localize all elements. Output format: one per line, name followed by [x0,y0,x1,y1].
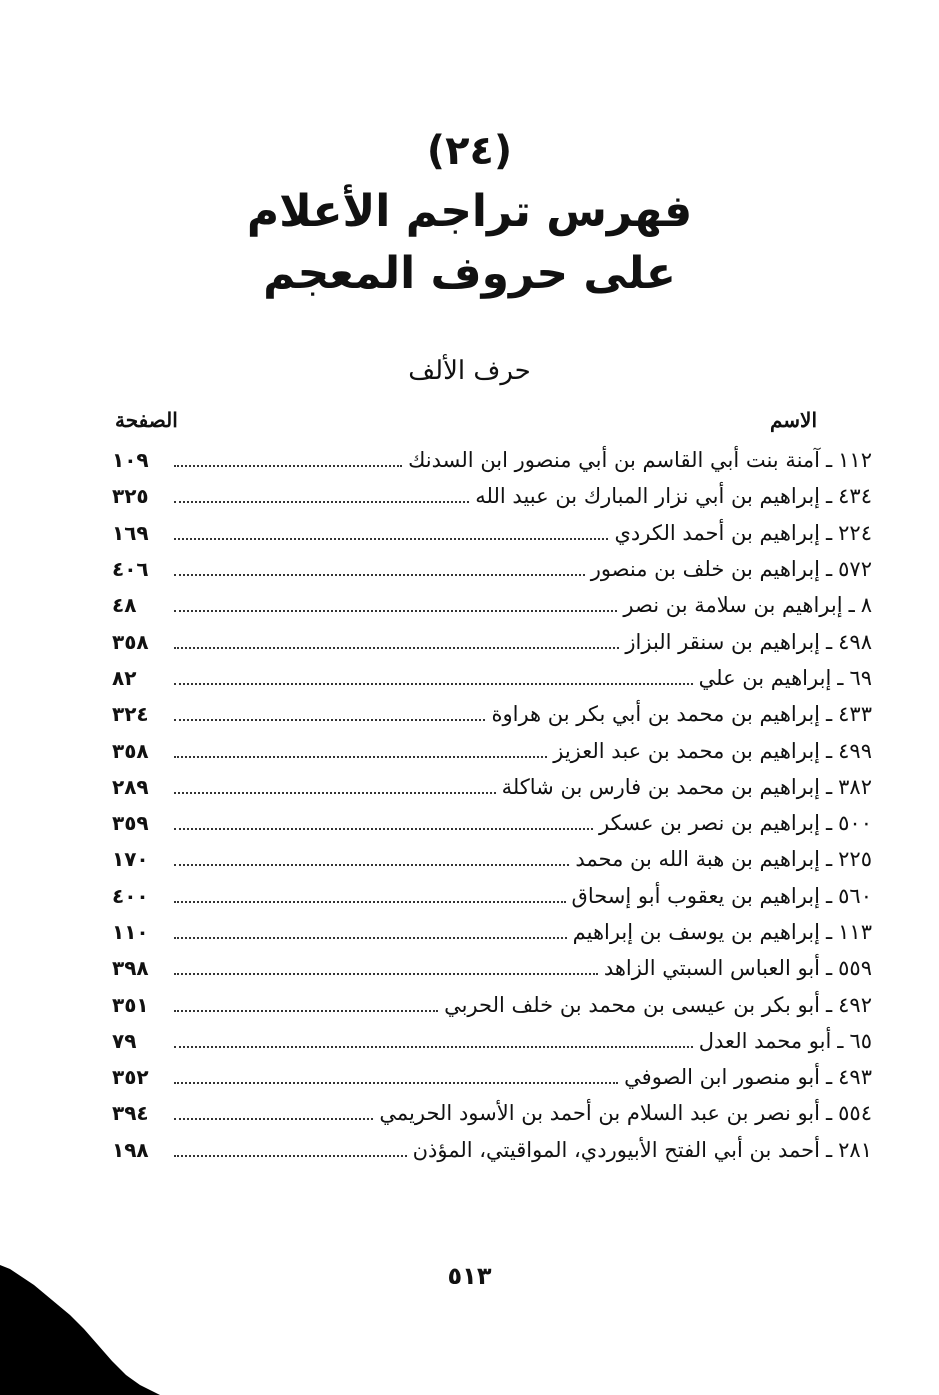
entry-page: ٤٨ [112,593,137,618]
entry-dash: ـ [826,956,833,981]
entry-name: أبو العباس السبتي الزاهد [603,956,820,981]
entry-dash: ـ [826,1137,833,1162]
dot-leader [174,647,619,649]
dot-leader [174,610,617,612]
page-column-header: الصفحة [115,408,178,432]
entry-page: ٣٥١ [112,992,149,1017]
index-entry [112,841,872,877]
dot-leader [174,719,485,721]
entry-page: ٣٥٨ [112,738,149,763]
entry-page: ٤٠٦ [112,557,149,582]
entry-name: إبراهيم بن نصر بن عسكر [599,811,820,836]
dot-leader [174,973,598,975]
entry-name: إبراهيم بن أبي نزار المبارك بن عبيد الله [475,484,820,509]
entry-dash: ـ [826,847,833,872]
index-entry [112,878,872,914]
index-entry [112,660,872,696]
entry-name: أبو منصور ابن الصوفي [624,1065,820,1090]
dot-leader [174,501,469,503]
dot-leader [174,465,402,467]
entry-dash: ـ [826,520,833,545]
index-entry [112,478,872,514]
entry-dash: ـ [837,1028,844,1053]
entry-dash: ـ [826,774,833,799]
entry-name: إبراهيم بن محمد بن فارس بن شاكلة [501,774,820,799]
index-entry [112,551,872,587]
dot-leader [174,1118,373,1120]
entry-dash: ـ [826,811,833,836]
index-entry [112,1059,872,1095]
entry-page: ٣٩٤ [112,1101,149,1126]
entry-number: ٢٢٥ [838,847,872,872]
entry-page: ٣٥٩ [112,811,149,836]
entry-dash: ـ [826,484,833,509]
entry-number: ١١٢ [838,448,872,473]
entry-page: ١١٠ [112,920,149,944]
index-entry [112,1023,872,1059]
dot-leader [174,1082,618,1084]
entry-page: ٧٩ [112,1028,137,1053]
entry-name: إبراهيم بن يوسف بن إبراهيم [572,920,820,944]
entry-name: إبراهيم بن هبة الله بن محمد [575,847,820,872]
entry-page: ٣٩٨ [112,956,149,981]
dot-leader [174,756,547,758]
entry-number: ٤٣٣ [838,702,872,727]
entry-number: ١١٣ [838,920,872,944]
entry-number: ٥٦٠ [838,883,872,908]
dot-leader [174,1046,693,1048]
entry-dash: ـ [826,920,833,944]
entry-page: ٤٠٠ [112,883,149,908]
entry-dash: ـ [826,1065,833,1090]
dot-leader [174,828,593,830]
entry-name: إبراهيم بن علي [698,665,832,690]
name-column-header: الاسم [769,408,817,432]
entry-number: ٤٩٣ [838,1065,872,1090]
entry-number: ٨ [860,593,872,618]
entry-name: إبراهيم بن خلف بن منصور [590,557,820,582]
dot-leader [174,1010,438,1012]
dot-leader [174,937,567,939]
entry-name: إبراهيم بن محمد بن عبد العزيز [553,738,820,763]
entry-dash: ـ [848,593,855,618]
index-entry [112,696,872,732]
entry-dash: ـ [826,883,833,908]
entry-number: ٦٥ [849,1028,872,1053]
entry-number: ٤٣٤ [838,484,872,509]
entry-page: ٣٥٨ [112,629,149,654]
dot-leader [174,1155,407,1157]
index-entry [112,442,872,478]
dot-leader [174,792,496,794]
index-entry [112,587,872,623]
section-heading: حرف الألف [408,356,531,386]
entry-name: إبراهيم بن يعقوب أبو إسحاق [571,883,820,908]
dot-leader [174,901,566,903]
dot-leader [174,538,608,540]
index-entry [112,1095,872,1131]
dot-leader [174,864,569,866]
entry-number: ٥٧٢ [838,557,872,582]
entry-dash: ـ [826,629,833,654]
entry-page: ٨٢ [112,665,137,690]
entry-number: ٣٨٢ [838,774,872,799]
index-entry [112,623,872,659]
entry-page: ١٦٩ [112,520,149,545]
chapter-number: (٢٤) [426,128,513,174]
entry-dash: ـ [826,992,833,1017]
index-entry [112,950,872,986]
entry-page: ١٠٩ [112,448,149,473]
index-entry [112,769,872,805]
entry-number: ٥٥٩ [838,956,872,981]
index-entry [112,805,872,841]
entry-name: إبراهيم بن محمد بن أبي بكر بن هراوة [491,702,820,727]
entry-dash: ـ [826,557,833,582]
entry-number: ٤٩٢ [838,992,872,1017]
index-entry [112,986,872,1022]
dot-leader [174,683,693,685]
entry-dash: ـ [826,1101,833,1126]
index-entries-list [112,442,872,1168]
entry-name: أحمد بن أبي الفتح الأبيوردي، المواقيتي، المؤذن [412,1137,820,1162]
entry-number: ٦٩ [849,665,872,690]
entry-page: ٣٢٤ [112,702,149,727]
index-subtitle: على حروف المعجم [263,248,676,299]
scan-corner-shadow [0,1255,160,1395]
entry-name: إبراهيم بن سلامة بن نصر [623,593,843,618]
entry-name: إبراهيم بن أحمد الكردي [614,520,820,545]
entry-dash: ـ [837,665,844,690]
entry-dash: ـ [826,702,833,727]
entry-page: ٣٢٥ [112,484,149,509]
index-entry [112,1132,872,1168]
index-title: فهرس تراجم الأعلام [246,186,693,237]
entry-page: ١٧٠ [112,847,149,872]
entry-name: آمنة بنت أبي القاسم بن أبي منصور ابن السدنك [408,448,820,473]
dot-leader [174,574,585,576]
entry-number: ٥٠٠ [838,811,872,836]
entry-dash: ـ [826,738,833,763]
page-number: ٥١٣ [447,1262,492,1290]
entry-number: ٢٨١ [838,1137,872,1162]
index-entry [112,914,872,950]
entry-name: أبو بكر بن عيسى بن محمد بن خلف الحربي [444,992,820,1017]
entry-number: ٤٩٩ [838,738,872,763]
entry-number: ٢٢٤ [838,520,872,545]
entry-page: ٣٥٢ [112,1065,149,1090]
entry-page: ٢٨٩ [112,774,149,799]
entry-page: ١٩٨ [112,1137,149,1162]
entry-name: إبراهيم بن سنقر البزاز [625,629,820,654]
entry-name: أبو نصر بن عبد السلام بن أحمد بن الأسود الحريمي [379,1101,820,1126]
entry-name: أبو محمد العدل [698,1028,832,1053]
index-entry [112,515,872,551]
entry-dash: ـ [826,448,833,473]
index-entry [112,732,872,768]
entry-number: ٤٩٨ [838,629,872,654]
entry-number: ٥٥٤ [838,1101,872,1126]
